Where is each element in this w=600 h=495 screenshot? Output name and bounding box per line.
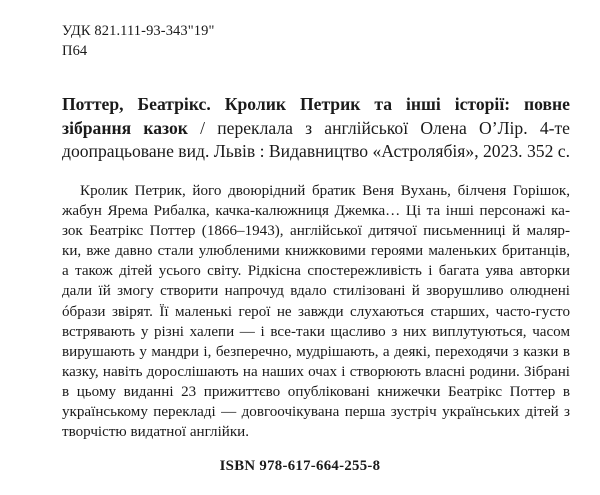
annotation-line: в цьому виданні 23 прижиттєво опубліковані книжечки Беатрікс Поттер в: [62, 383, 570, 400]
annotation-line: а також дітей усього світу. Рідкісна спостережливість і багата уява авторки: [62, 263, 570, 280]
author-mark: П64: [62, 43, 88, 59]
annotation-line: зок Беатрікс Поттер (1866–1943), англійської дитячої письменниці й маляр-: [62, 223, 570, 240]
annotation: [62, 181, 570, 442]
isbn-number: ISBN 978-617-664-255-8: [219, 458, 381, 474]
annotation-line: óбрази звірят. Її маленькі герої не завжди слухаються старших, часто-густо: [62, 303, 570, 320]
annotation-line: жабун Ярема Рибалка, качка-калюжниця Джемка… Ці та інші персонажі ка-: [62, 203, 570, 220]
annotation-line: українському перекладі — довгоочікувана перша зустріч українських дітей з: [62, 404, 570, 421]
annotation-line: вирушають у мандри і, безперечно, мудрішають, а деякі, переходячи з казки в: [62, 343, 570, 360]
bibliographic-record: [62, 93, 570, 164]
annotation-line: встрявають у різні халепи — і все-таки щасливо з них виплутуються, часом: [62, 323, 570, 340]
udk-block: [62, 21, 214, 61]
annotation-line: творчістю видатної англійки.: [62, 424, 250, 441]
annotation-line: дали їй змогу створити напрочуд вдало стилізовані й зворушливо олюднені: [62, 283, 570, 300]
annotation-line: Кролик Петрик, його двоюрідний братик Веня Вухань, білченя Горішок,: [80, 183, 570, 199]
udk-code: УДК 821.111-93-343"19": [62, 23, 215, 39]
annotation-line: казку, навіть дорослішають на наших очах і створюють власні родини. Зібрані: [62, 363, 570, 380]
bibliographic-details: / переклала з англійської Олена О’Лір. 4-те доопрацьоване вид. Львів : Видавництво «Астролябія», 2023. 352 с.: [62, 117, 570, 161]
bibliographic-heading: Поттер, Беатрікс. Кролик Петрик та інші історії: повне зібрання казок: [62, 94, 570, 138]
annotation-line: ки, вже давно стали улюбленими книжковими героями маленьких британців,: [62, 243, 570, 260]
